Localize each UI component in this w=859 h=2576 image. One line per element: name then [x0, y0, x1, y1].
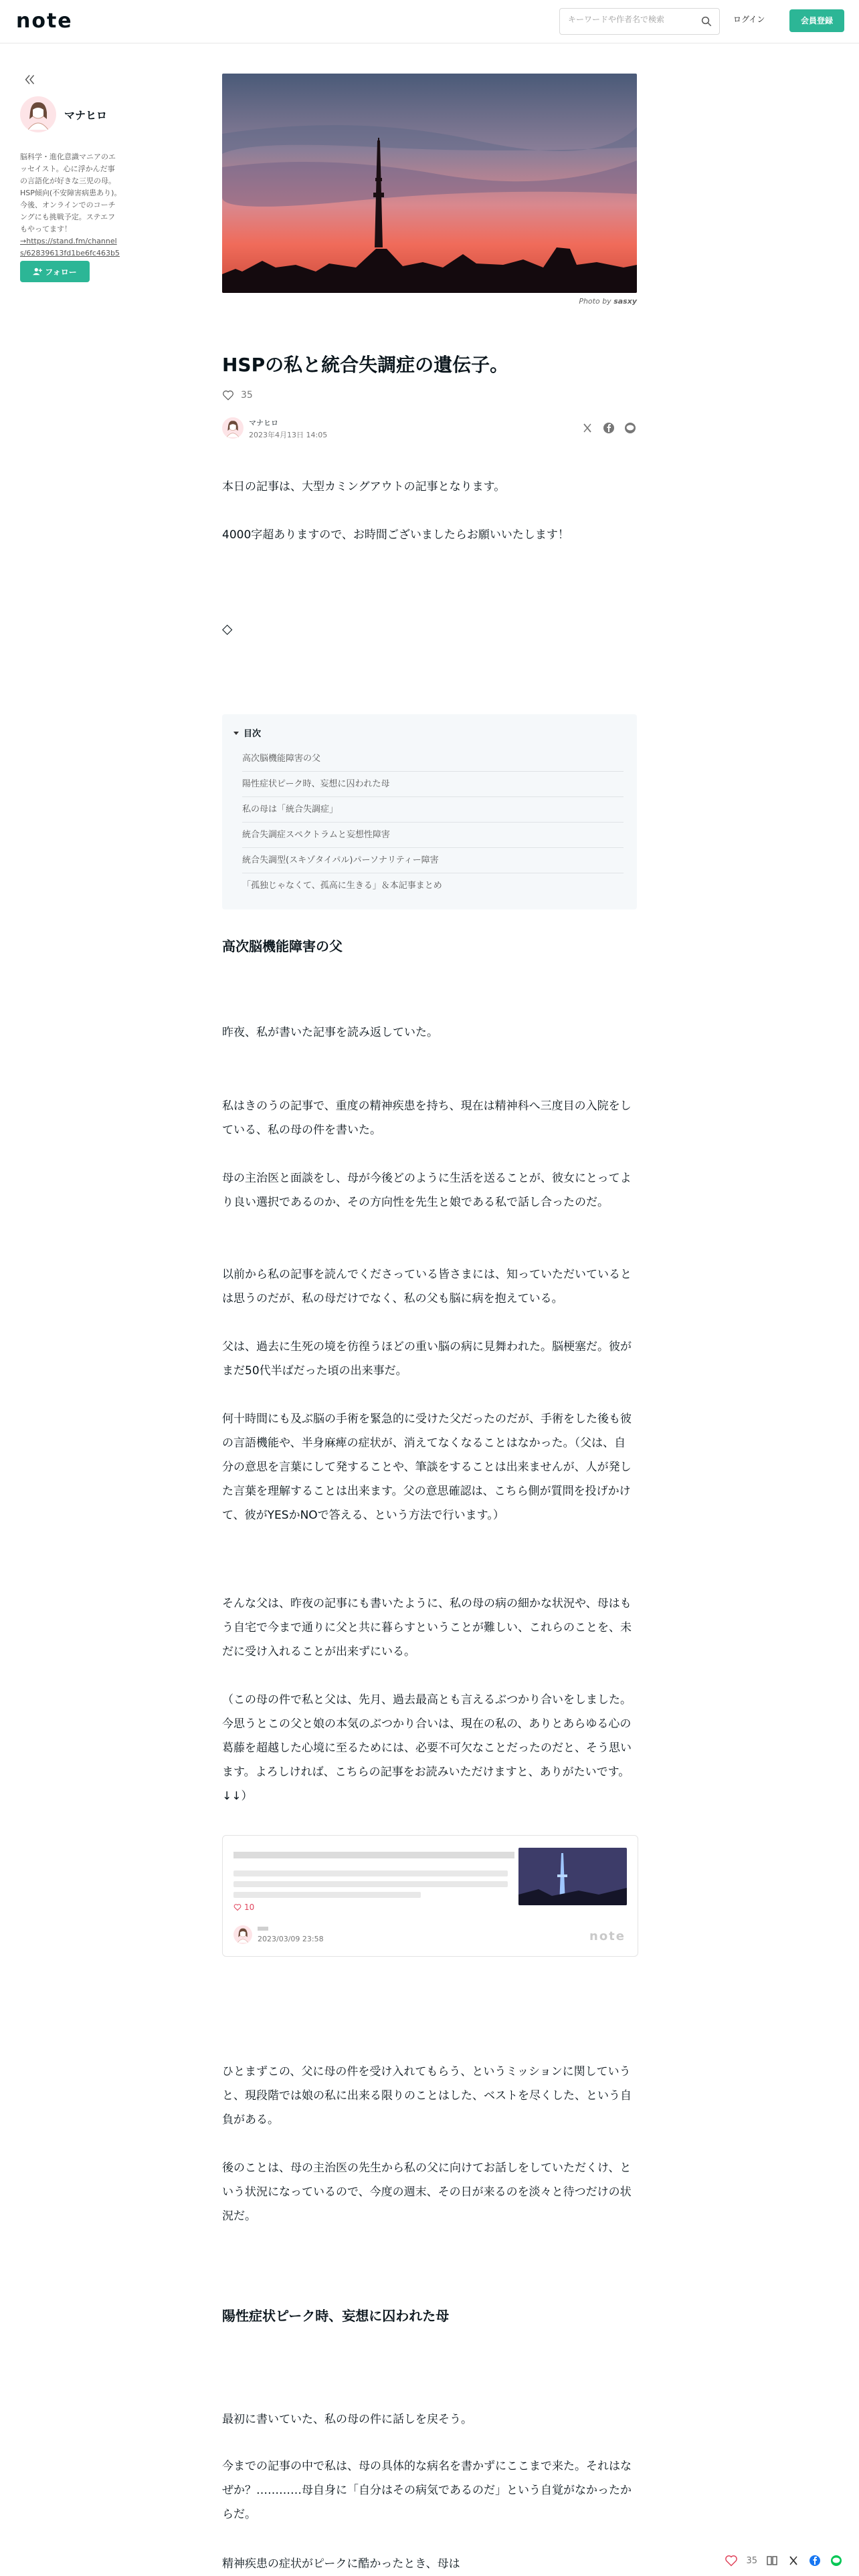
embed-author-avatar [233, 1925, 252, 1944]
paragraph: そんな父は、昨夜の記事にも書いたように、私の母の病の細かな状況や、母はもう自宅で今まで通りに父と共に暮らすということが難しい、これらのことを、未だに受け入れることが出来ずにいる。 [222, 1597, 632, 1658]
paragraph: 本日の記事は、大型カミングアウトの記事となります。 [222, 480, 506, 494]
paragraph: 昨夜、私が書いた記事を読み返していた。 [222, 1026, 438, 1039]
author-bio [20, 151, 122, 272]
embed-title-placeholder [233, 1852, 514, 1858]
like-row [222, 389, 253, 401]
paragraph: 今までの記事の中で私は、母の具体的な病名を書かずにここまで来た。それはなぜか？…………母自身に「自分はその病気であるのだ」という自覚がなかったからだ。 [222, 2460, 632, 2521]
paragraph: 私はきのうの記事で、重度の精神疾患を持ち、現在は精神科へ三度目の入院をしている、私の母の件を書いた。 [222, 1099, 632, 1137]
note-logo[interactable]: note [16, 9, 73, 33]
x-share-icon[interactable] [581, 421, 594, 435]
paragraph: 精神疾患の症状がピークに酷かったとき、母は [222, 2557, 460, 2571]
photo-credit-prefix: Photo by [579, 297, 611, 306]
embed-date: 2023/03/09 23:58 [258, 1935, 324, 1943]
bio-link[interactable]: →https://stand.fm/channels/62839613fd1be6fc463b5 [20, 237, 120, 257]
toc-item[interactable]: 高次脳機能障害の父 [242, 746, 624, 772]
table-of-contents [222, 714, 637, 909]
embed-likes [233, 1903, 254, 1912]
photo-credit [579, 297, 637, 306]
toc-item[interactable]: 私の母は「統合失調症」 [242, 797, 624, 823]
paragraph: 母の主治医と面談をし、母が今後どのように生活を送ることが、彼女にとってより良い選択であるのか、その方向性を先生と娘である私で話し合ったのだ。 [222, 1172, 632, 1209]
toc-item[interactable]: 陽性症状ピーク時、妄想に囚われた母 [242, 772, 624, 797]
facebook-share-icon[interactable] [602, 421, 615, 435]
author-name[interactable]: マナヒロ [64, 109, 108, 122]
paragraph: 何十時間にも及ぶ脳の手術を緊急的に受けた父だったのだが、手術をした後も彼の言語機能や、半身麻痺の症状が、消えてなくなることはなかった。（父は、自分の意思を言葉にして発することや、筆談をすることは出来ませんが、人が発した言葉を理解することは出来ます。父の意思確認は、こちら側が質問を投げかけて、彼がYESかNOで答える、という方法で行います。） [222, 1412, 632, 1522]
collapse-sidebar-icon[interactable] [23, 72, 37, 87]
photo-credit-name[interactable]: sasxy [613, 297, 637, 306]
magazine-icon[interactable] [765, 2554, 779, 2567]
add-user-icon [33, 267, 42, 276]
paragraph: ひとまずこの、父に母の件を受け入れてもらう、というミッションに関していうと、現段階では娘の私に出来る限りのことはした、ベストを尽くした、という自負がある。 [222, 2065, 632, 2127]
author-avatar[interactable] [20, 96, 56, 132]
paragraph: 父は、過去に生死の境を彷徨うほどの重い脳の病に見舞われた。脳梗塞だ。彼がまだ50代半ばだった頃の出来事だ。 [222, 1340, 632, 1378]
embed-like-count: 10 [244, 1903, 255, 1912]
signup-button[interactable]: 会員登録 [789, 9, 844, 32]
bio-text: 脳科学・進化意識マニアのエッセイスト。心に浮かんだ事の言語化が好きな三児の母。HSP傾向(不安障害病患あり)。今後、オンラインでのコーチングにも挑戦予定。ステエフもやってます！ [20, 152, 122, 233]
x-share-icon[interactable] [787, 2554, 800, 2567]
heart-icon[interactable] [725, 2554, 738, 2567]
search-input[interactable] [567, 14, 696, 25]
section-heading: 高次脳機能障害の父 [222, 938, 343, 954]
search-box[interactable] [559, 8, 720, 35]
hero-image [222, 74, 637, 293]
paragraph: 最初に書いていた、私の母の件に話しを戻そう。 [222, 2413, 472, 2426]
share-buttons [581, 421, 637, 435]
toc-title: 目次 [244, 729, 262, 739]
site-header [0, 0, 859, 43]
like-count[interactable]: 35 [241, 390, 253, 401]
login-link[interactable]: ログイン [733, 15, 765, 24]
line-share-icon[interactable] [624, 421, 637, 435]
embed-thumbnail [518, 1848, 627, 1905]
embed-excerpt-placeholder [233, 1870, 508, 1876]
section-divider: ◇ [222, 621, 233, 637]
caret-down-icon [233, 730, 240, 736]
paragraph: 後のことは、母の主治医の先生から私の父に向けてお話しをしていただくけ、という状況になっているので、今度の週末、その日が来るのを淡々と待つだけの状況だ。 [222, 2161, 632, 2223]
bottom-like-count[interactable]: 35 [746, 2555, 757, 2566]
embed-excerpt-placeholder [233, 1892, 421, 1898]
follow-label: フォロー [45, 267, 77, 277]
paragraph: 4000字超ありますので、お時間ございましたらお願いいたします！ [222, 528, 569, 542]
heart-icon [233, 1903, 242, 1911]
toc-item[interactable]: 統合失調型(スキゾタイパル)パーソナリティー障害 [242, 848, 624, 873]
embed-note-logo: note [589, 1929, 626, 1943]
toc-item[interactable]: 統合失調症スペクトラムと妄想性障害 [242, 823, 624, 848]
floating-action-bar [692, 2545, 859, 2576]
toc-item[interactable]: 「孤独じゃなくて、孤高に生きる」＆本記事まとめ [242, 881, 442, 891]
heart-icon[interactable] [222, 389, 234, 401]
section-heading: 陽性症状ピーク時、妄想に囚われた母 [222, 2308, 450, 2324]
search-icon[interactable] [700, 15, 712, 27]
facebook-share-icon[interactable] [808, 2554, 822, 2567]
embed-author-placeholder [258, 1927, 268, 1931]
embedded-article-card[interactable] [222, 1835, 638, 1957]
paragraph: 以前から私の記事を読んでくださっている皆さまには、知っていただいているとは思うのだが、私の母だけでなく、私の父も脳に病を抱えている。 [222, 1268, 632, 1305]
meta-author-name[interactable]: マナヒロ [249, 419, 278, 427]
article-title: HSPの私と統合失調症の遺伝子。 [222, 354, 509, 376]
author-avatar-small[interactable] [222, 417, 244, 439]
follow-button[interactable] [20, 261, 90, 282]
toc-header[interactable] [233, 726, 261, 739]
paragraph: （この母の件で私と父は、先月、過去最高とも言えるぶつかり合いをしました。今思うとこの父と娘の本気のぶつかり合いは、現在の私の、ありとあらゆる心の葛藤を超越した心境に至るためには、必要不可欠なことだったのだと、そう思います。よろしければ、こちらの記事をお読みいただけますと、ありがたいです。↓↓） [222, 1693, 632, 1803]
author-meta [222, 416, 637, 443]
publish-date: 2023年4月13日 14:05 [249, 431, 328, 439]
embed-excerpt-placeholder [233, 1881, 508, 1887]
line-share-icon[interactable] [830, 2554, 843, 2567]
